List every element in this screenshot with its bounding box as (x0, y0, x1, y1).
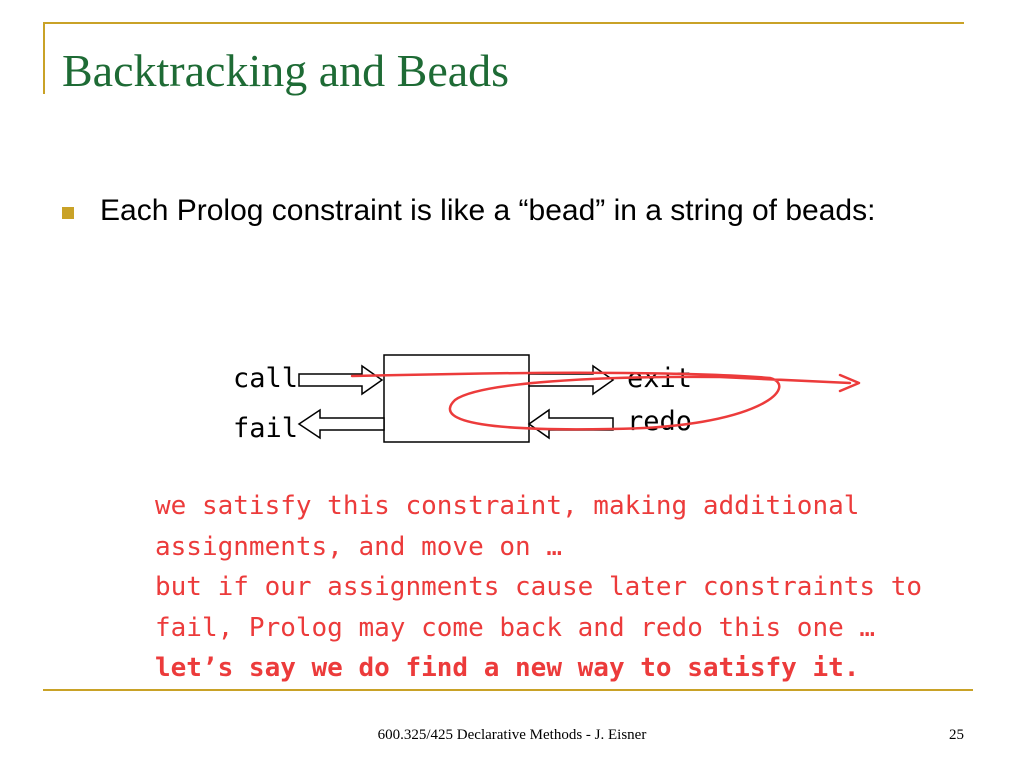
slide-title: Backtracking and Beads (62, 45, 510, 96)
call-label: call (233, 363, 299, 394)
page-number: 25 (949, 727, 964, 743)
call-arrow (299, 366, 382, 394)
annotation-line-emphasis: let’s say we do find a new way to satisfy it. (155, 653, 860, 683)
annotation-line: we satisfy this constraint, making additional (155, 491, 860, 521)
redo-arrow (529, 410, 613, 438)
annotation-text (155, 486, 995, 689)
redo-label: redo (627, 406, 693, 437)
bottom-rule (43, 689, 973, 691)
fail-label: fail (233, 413, 299, 444)
annotation-line: assignments, and move on … (155, 531, 562, 562)
footer-text: 600.325/425 Declarative Methods - J. Eisner (377, 727, 647, 743)
fail-arrow (299, 410, 384, 438)
annotation-line: fail, Prolog may come back and redo this one … (155, 612, 876, 643)
bullet-text: Each Prolog constraint is like a “bead” in a string of beads: (100, 194, 876, 227)
annotation-line: but if our assignments cause later constraints to (155, 572, 923, 602)
exit-label: exit (627, 363, 693, 394)
